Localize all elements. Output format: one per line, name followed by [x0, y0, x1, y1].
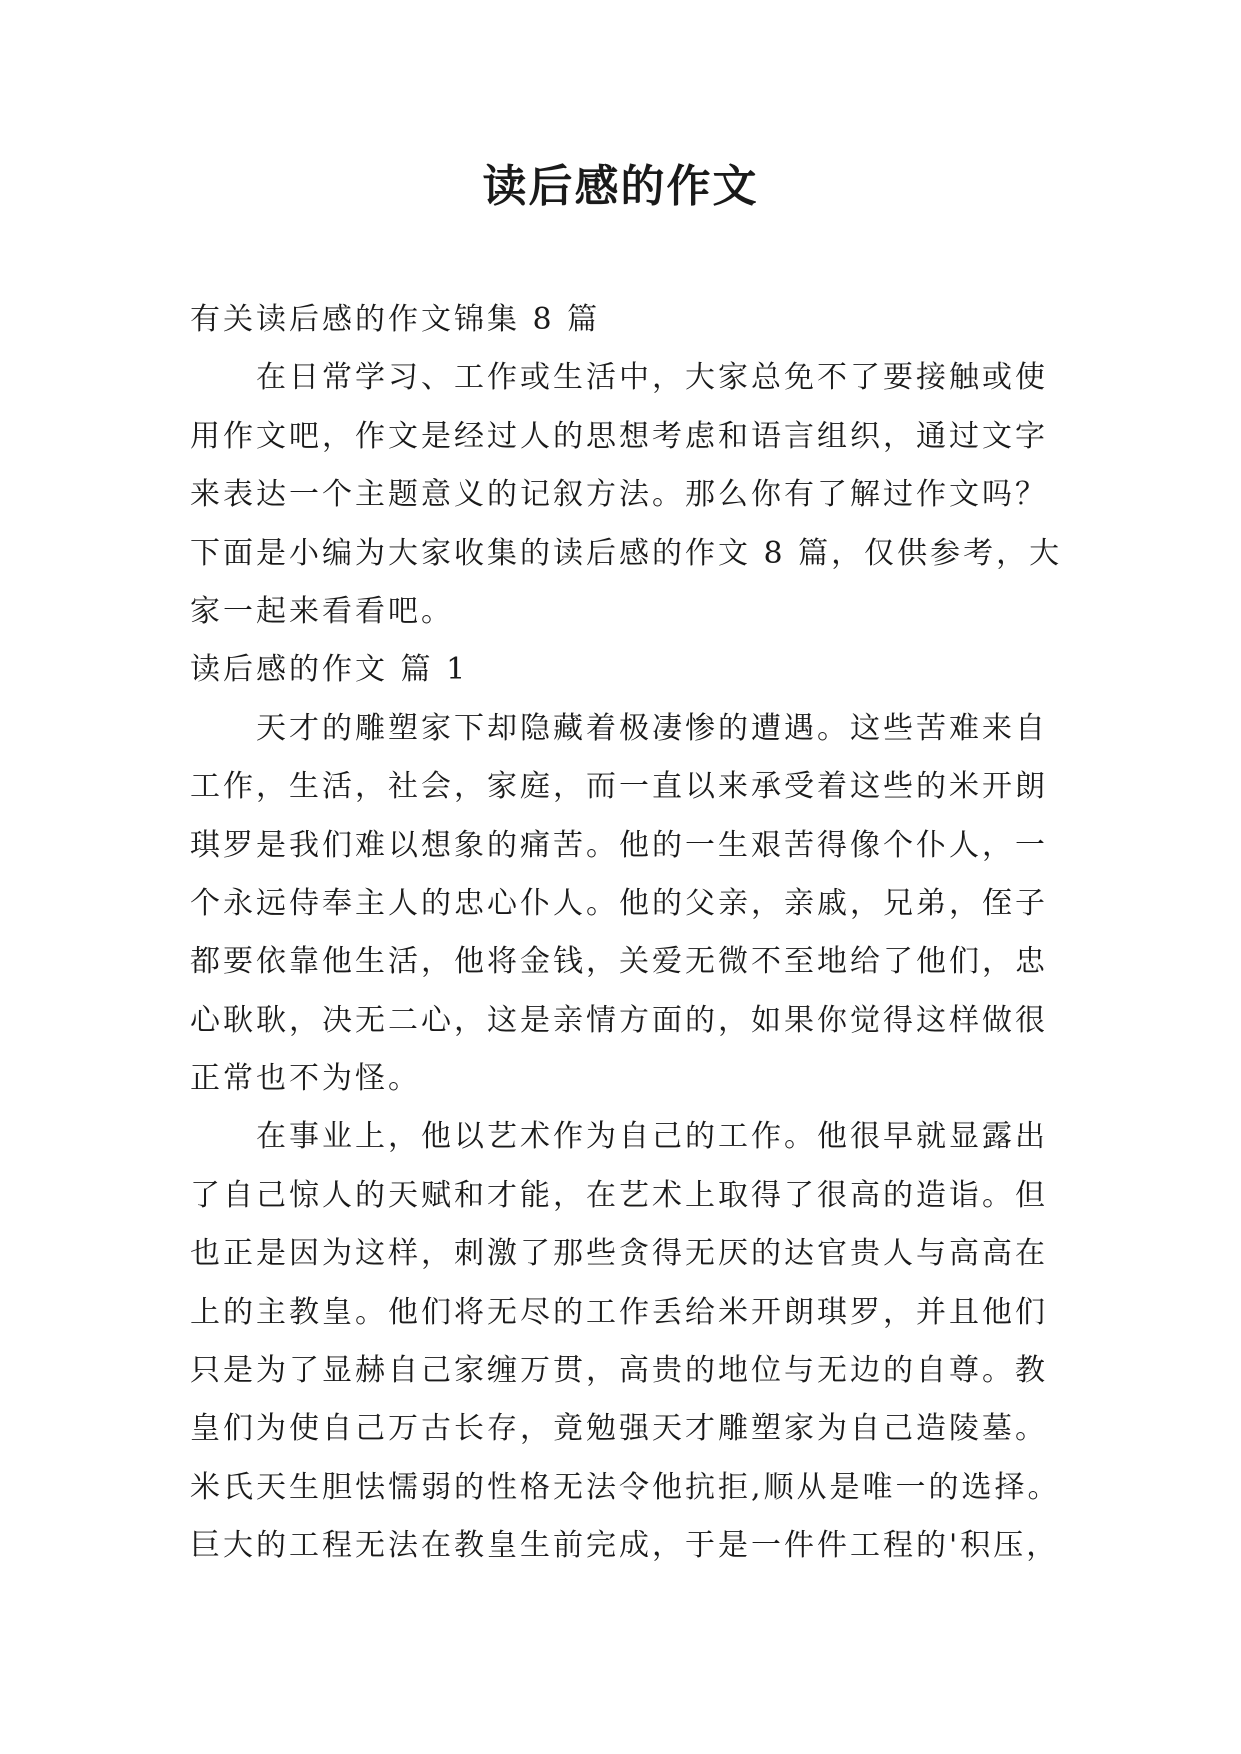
text-line: 都要依靠他生活，他将金钱，关爱无微不至地给了他们，忠	[190, 944, 1048, 980]
text-line: 了自己惊人的天赋和才能，在艺术上取得了很高的造诣。但	[190, 1177, 1048, 1213]
text-line: 下面是小编为大家收集的读后感的作文 8 篇，仅供参考，大	[190, 535, 1063, 571]
text-line: 在日常学习、工作或生活中，大家总免不了要接触或使	[256, 360, 1048, 396]
document-title: 读后感的作文	[482, 161, 759, 212]
text-line: 用作文吧，作文是经过人的思想考虑和语言组织，通过文字	[190, 418, 1048, 454]
text-line: 来表达一个主题意义的记叙方法。那么你有了解过作文吗？	[190, 477, 1048, 513]
text-line: 心耿耿，决无二心，这是亲情方面的，如果你觉得这样做很	[190, 1002, 1048, 1038]
text-line: 个永远侍奉主人的忠心仆人。他的父亲，亲戚，兄弟，侄子	[190, 885, 1048, 921]
text-line: 只是为了显赫自己家缠万贯，高贵的地位与无边的自尊。教	[190, 1353, 1048, 1389]
text-line: 米氏天生胆怯懦弱的性格无法令他抗拒,顺从是唯一的选择。	[190, 1469, 1061, 1505]
text-line: 有关读后感的作文锦集 8 篇	[190, 302, 601, 337]
text-line: 在事业上，他以艺术作为自己的工作。他很早就显露出	[256, 1119, 1048, 1155]
text-line: 工作，生活，社会，家庭，而一直以来承受着这些的米开朗	[190, 769, 1048, 805]
text-line: 读后感的作文 篇 1	[190, 652, 469, 688]
text-line: 皇们为使自己万古长存，竟勉强天才雕塑家为自己造陵墓。	[190, 1411, 1048, 1447]
text-line: 家一起来看看吧。	[190, 593, 454, 629]
text-line: 巨大的工程无法在教皇生前完成，于是一件件工程的'积压，	[190, 1528, 1060, 1564]
text-line: 正常也不为怪。	[190, 1061, 421, 1097]
text-line: 也正是因为这样，刺激了那些贪得无厌的达官贵人与高高在	[190, 1236, 1048, 1272]
text-line: 天才的雕塑家下却隐藏着极凄惨的遭遇。这些苦难来自	[256, 710, 1048, 746]
text-line: 琪罗是我们难以想象的痛苦。他的一生艰苦得像个仆人，一	[190, 827, 1048, 863]
text-line: 上的主教皇。他们将无尽的工作丢给米开朗琪罗，并且他们	[190, 1294, 1048, 1330]
document-body	[190, 291, 1063, 1576]
